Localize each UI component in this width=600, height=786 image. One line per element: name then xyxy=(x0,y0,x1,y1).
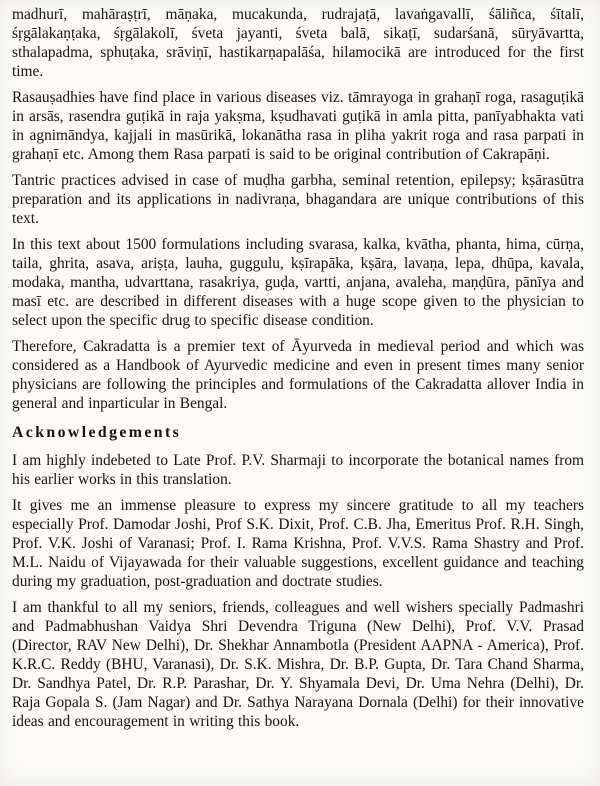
acknowledgements-heading: Acknowledgements xyxy=(12,424,182,441)
paragraph-tantric-practices: Tantric practices advised in case of muḍha garbha, seminal retention, epilepsy; kṣārasūtra preparation and its applications in nadivraṇa, bhagandara are unique contributions of this text. xyxy=(12,172,584,227)
paragraph-colleagues-thanks: I am thankful to all my seniors, friends, colleagues and well wishers specially Padmashri and Padmabhushan Vaidya Shri Devendra Triguna (New Delhi), Prof. V.V. Prasad (Director, RAV New Delhi), Dr. Shekhar Annambotla (President AAPNA - America), Prof. K.R.C. Reddy (BHU, Varanasi), Dr. S.K. Mishra, Dr. B.P. Gupta, Dr. Tara Chand Sharma, Dr. Sandhya Patel, Dr. R.P. Parashar, Dr. Y. Shyamala Devi, Dr. Uma Nehra (Delhi), Dr. Raja Gopala S. (Jam Nagar) and Dr. Sathya Narayana Dornala (Delhi) for their innovative ideas and encouragement in writing this book. xyxy=(12,599,584,730)
paragraph-formulations: In this text about 1500 formulations including svarasa, kalka, kvātha, phanta, hima, cūrṇa, taila, ghrita, asava, ariṣṭa, lauha, guggulu, kṣīrapāka, kṣāra, lavaṇa, lepa, dhūpa, kavala, modaka, mantha, udvarttana, rasakriya, guḍa, vartti, anjana, avaleha, maṇḍūra, pānīya and masī etc. are described in different diseases with a huge scope given to the physician to select upon the specific drug to specific disease condition. xyxy=(12,236,584,329)
paragraph-sharmaji-credit: I am highly indebeted to Late Prof. P.V. Sharmaji to incorporate the botanical names from his earlier works in this translation. xyxy=(12,452,584,488)
paragraph-rasausadhies: Rasauṣadhies have find place in various diseases viz. tāmrayoga in grahaṇī roga, rasaguṭikā in arsās, rasendra guṭikā in raja yakṣma, kṣudhavati guṭikā in amla pitta, panīyabhakta vati in agnimāndya, kajjali in masūrikā, lokanātha rasa in pliha yakrit roga and rasa parpati in grahaṇī etc. Among them Rasa parpati is said to be original contribution of Cakrapāṇi. xyxy=(12,89,584,163)
paragraph-new-herbs: madhurī, mahāraṣṭrī, māṇaka, mucakunda, rudrajaṭā, lavaṅgavallī, śāliñca, śītalī, śṛgālakaṇṭaka, śṛgālakolī, śveta jayanti, śveta balā, sikaṭī, sudarśanā, sūryāvartta, sthalapadma, sphuṭaka, srāviṇī, hastikarṇapalāśa, hilamocikā are introduced for the first time. xyxy=(12,6,584,80)
paragraph-teachers-gratitude: It gives me an immense pleasure to express my sincere gratitude to all my teachers especially Prof. Damodar Joshi, Prof S.K. Dixit, Prof. C.B. Jha, Emeritus Prof. R.H. Singh, Prof. V.K. Joshi of Varanasi; Prof. I. Rama Krishna, Prof. V.V.S. Rama Shastry and Prof. M.L. Naidu of Vijayawada for their valuable suggestions, excellent guidance and teaching during my graduation, post-graduation and doctrate studies. xyxy=(12,497,584,590)
paragraph-cakradatta-summary: Therefore, Cakradatta is a premier text of Āyurveda in medieval period and which was considered as a Handbook of Ayurvedic medicine and even in present times many senior physicians are following the principles and formulations of the Cakradatta allover India in general and inparticular in Bengal. xyxy=(12,338,584,412)
